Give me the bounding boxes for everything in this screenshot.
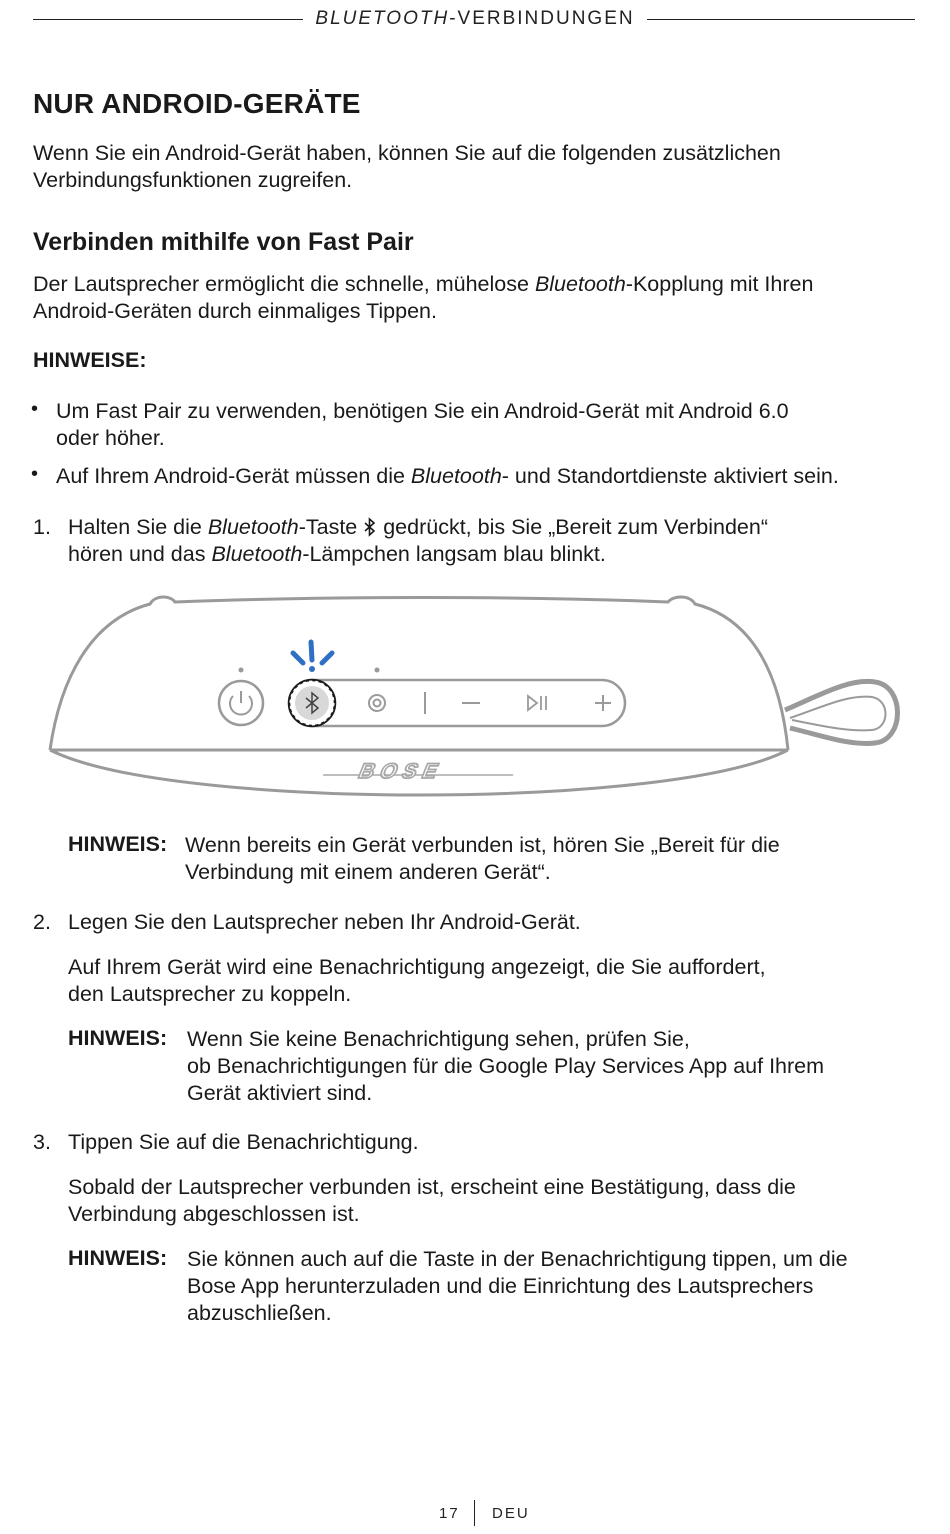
step-2-paragraph: Auf Ihrem Gerät wird eine Benachrichtigung angezeigt, die Sie auffordert, den Lautsprecher zu koppeln. xyxy=(68,955,766,1006)
bluetooth-led-blinking xyxy=(293,642,332,663)
intro-line-1: Wenn Sie ein Android-Gerät haben, können Sie auf die folgenden zusätzlichen xyxy=(33,141,781,165)
control-strip xyxy=(290,680,625,726)
bluetooth-inline-icon xyxy=(363,517,377,537)
fastpair-line-1: Der Lautsprecher ermöglicht die schnelle, mühelose Bluetooth-Kopplung mit Ihren xyxy=(33,272,814,296)
note-text-2: Wenn Sie keine Benachrichtigung sehen, prüfen Sie, ob Benachrichtigungen für die Google Play Services App auf Ihrem Gerät aktiviert sind. xyxy=(187,1027,825,1105)
note-label-1: HINWEIS: xyxy=(68,832,168,856)
language-code: DEU xyxy=(492,1505,530,1522)
section-title: NUR ANDROID-GERÄTE xyxy=(33,88,361,119)
section-intro xyxy=(33,140,781,194)
intro-line-2: Verbindungsfunktionen zugreifen. xyxy=(33,168,353,192)
bullet-dot-1: • xyxy=(31,398,39,420)
header-title-italic: BLUETOOTH xyxy=(315,8,450,29)
step-1-text: Halten Sie die Bluetooth-Taste gedrückt, bis Sie „Bereit zum Verbinden“ hören und das Bluetooth-Lämpchen langsam blau blinkt. xyxy=(68,515,769,566)
subsection-title: Verbinden mithilfe von Fast Pair xyxy=(33,228,414,256)
notes-heading: HINWEISE: xyxy=(33,348,147,372)
note-bullet-1: Um Fast Pair zu verwenden, benötigen Sie ein Android-Gerät mit Android 6.0 oder höher. xyxy=(56,399,789,450)
svg-text:BOSE: BOSE xyxy=(354,758,449,783)
bluetooth-icon xyxy=(289,680,335,726)
fastpair-line-2: Android-Geräten durch einmaliges Tippen. xyxy=(33,299,437,323)
step-2-number: 2. xyxy=(33,910,51,934)
note-label-2: HINWEIS: xyxy=(68,1026,168,1050)
step-2-text: Legen Sie den Lautsprecher neben Ihr Android-Gerät. xyxy=(68,910,581,934)
note-text-1: Wenn bereits ein Gerät verbunden ist, hören Sie „Bereit für die Verbindung mit einem anderen Gerät“. xyxy=(185,833,780,884)
footer-divider xyxy=(474,1500,475,1526)
power-led xyxy=(239,668,244,673)
bullet-dot-2: • xyxy=(31,463,39,485)
bose-logo xyxy=(320,759,520,783)
running-header xyxy=(0,8,950,30)
note-text-3: Sie können auch auf die Taste in der Benachrichtigung tippen, um die Bose App herunterzuladen und die Einrichtung des Lautsprechers abzuschließen. xyxy=(187,1247,848,1325)
action-led xyxy=(375,668,380,673)
speaker-strap xyxy=(785,681,898,743)
note-bullet-2: Auf Ihrem Android-Gerät müssen die Bluetooth- und Standortdienste aktiviert sein. xyxy=(56,464,839,488)
page-number: 17 xyxy=(439,1505,460,1522)
step-1-number: 1. xyxy=(33,515,51,539)
step-3-paragraph: Sobald der Lautsprecher verbunden ist, erscheint eine Bestätigung, dass die Verbindung abgeschlossen ist. xyxy=(68,1175,796,1226)
step-3-number: 3. xyxy=(33,1130,51,1154)
header-title-rest: -VERBINDUNGEN xyxy=(449,8,635,29)
power-icon xyxy=(219,681,263,725)
speaker-illustration xyxy=(0,590,950,805)
fastpair-intro xyxy=(33,271,813,325)
step-3-text: Tippen Sie auf die Benachrichtigung. xyxy=(68,1130,419,1154)
note-label-3: HINWEIS: xyxy=(68,1246,168,1270)
